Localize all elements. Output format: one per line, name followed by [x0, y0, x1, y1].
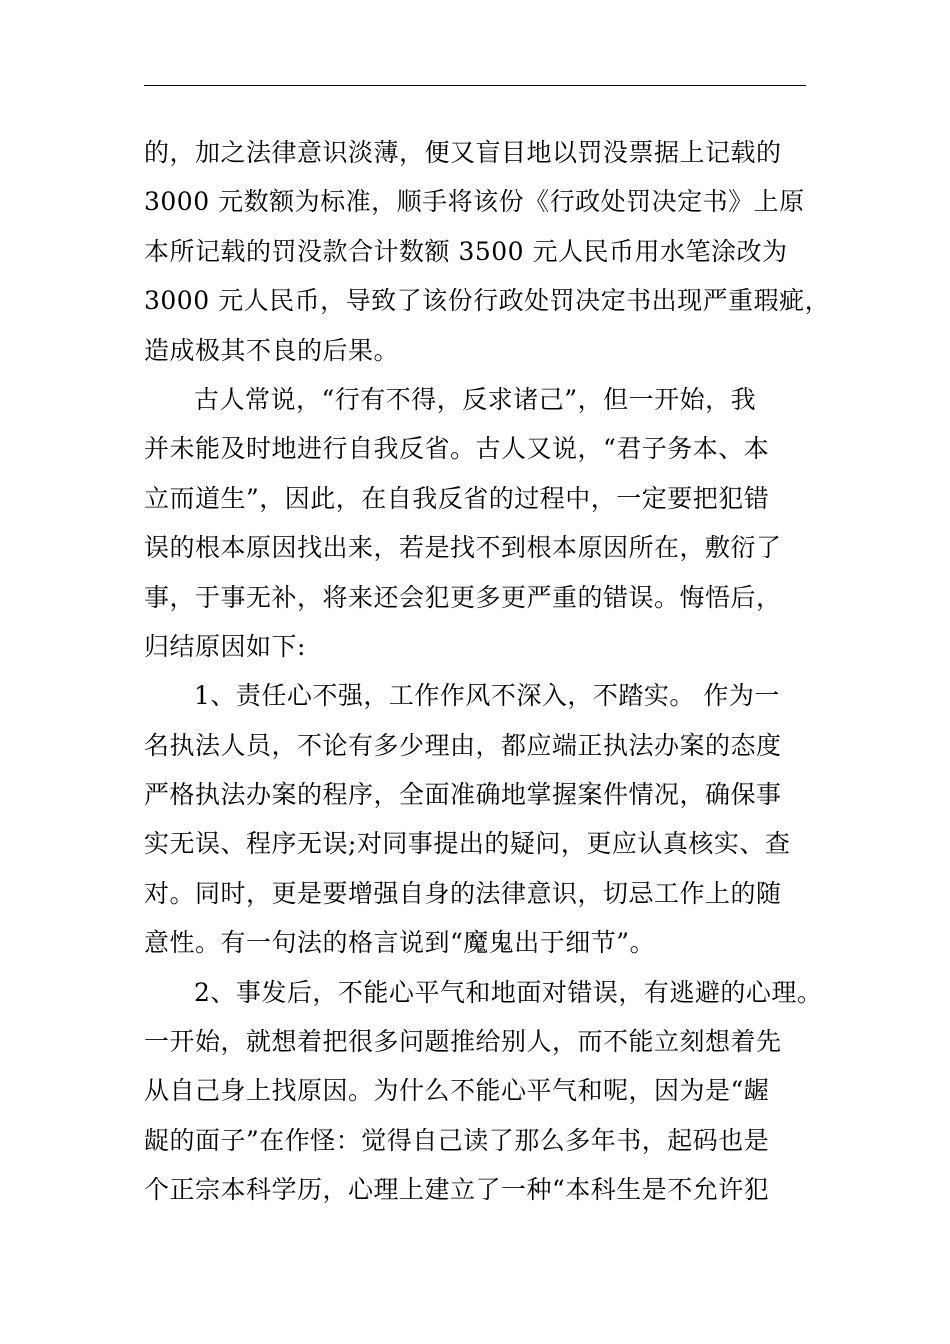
text-line: 误的根本原因找出来，若是找不到根本原因所在，敷衍了	[144, 533, 782, 563]
text-line: 立而道生”，因此，在自我反省的过程中，一定要把犯错	[144, 483, 770, 513]
text-line: 的，加之法律意识淡薄，便又盲目地以罚没票据上记载的	[144, 138, 782, 167]
text-line: 本所记载的罚没款合计数额 3500 元人民币用水笔涂改为	[144, 236, 788, 266]
text-line: 归结原因如下:	[144, 631, 306, 661]
text-line: 造成极其不良的后果。	[144, 335, 400, 365]
text-line: 3000 元人民币，导致了该份行政处罚决定书出现严重瑕疵，	[144, 286, 831, 316]
text-line: 并未能及时地进行自我反省。古人又说，“君子务本、本	[144, 434, 770, 464]
text-line: 名执法人员，不论有多少理由，都应端正执法办案的态度	[144, 730, 782, 760]
text-line: 从自己身上找原因。为什么不能心平气和呢，因为是“龌	[144, 1076, 770, 1106]
text-line: 3000 元数额为标准，顺手将该份《行政处罚决定书》上原	[144, 187, 805, 217]
header-rule	[144, 85, 806, 86]
text-line: 龊的面子”在作怪：觉得自己读了那么多年书，起码也是	[144, 1125, 770, 1155]
text-line: 严格执法办案的程序，全面准确地掌握案件情况，确保事	[144, 780, 782, 810]
paragraph-start-line: 1、责任心不强，工作作风不深入，不踏实。 作为一	[194, 681, 780, 711]
text-line: 事，于事无补，将来还会犯更多更严重的错误。悔悟后，	[144, 582, 782, 612]
text-line: 个正宗本科学历，心理上建立了一种“本科生是不允许犯	[144, 1175, 770, 1205]
text-line: 意性。有一句法的格言说到“魔鬼出于细节”。	[144, 928, 656, 958]
paragraph-start-line: 2、事发后，不能心平气和地面对错误，有逃避的心理。	[194, 977, 823, 1007]
document-body	[144, 128, 831, 1215]
text-line: 一开始，就想着把很多问题推给别人，而不能立刻想着先	[144, 1027, 782, 1057]
text-line: 对。同时，更是要增强自身的法律意识，切忌工作上的随	[144, 878, 782, 908]
paragraph-start-line: 古人常说，“行有不得，反求诸己”，但一开始，我	[194, 384, 757, 414]
text-line: 实无误、程序无误;对同事提出的疑问，更应认真核实、查	[144, 829, 791, 859]
